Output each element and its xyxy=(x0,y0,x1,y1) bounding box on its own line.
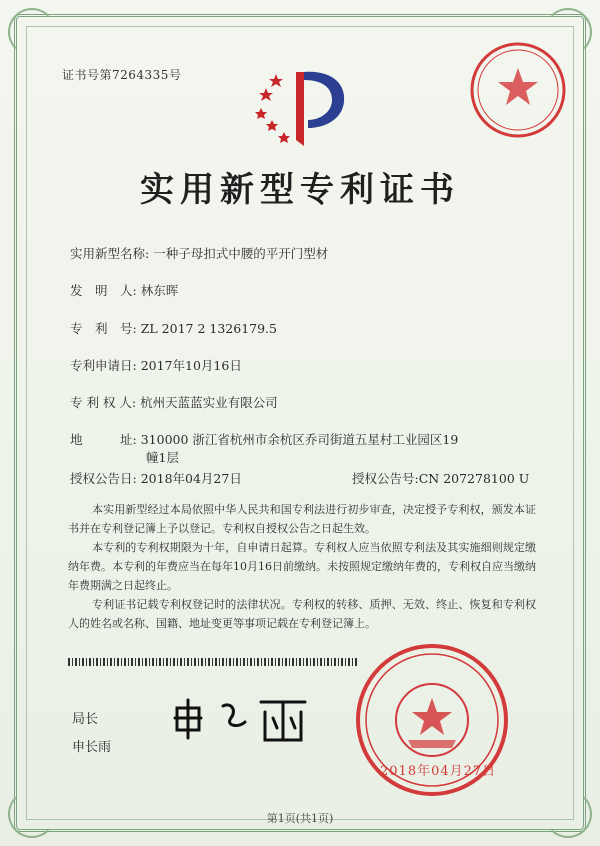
field-value: 林东晖 xyxy=(140,283,179,298)
small-seal-stamp xyxy=(468,40,568,140)
field-address xyxy=(70,430,458,448)
field-label: 实用新型名称: xyxy=(70,246,150,261)
field-label: 发 明 人: xyxy=(70,283,137,298)
corner-ornament xyxy=(8,8,56,56)
field-label: 授权公告号: xyxy=(352,471,419,486)
page-footer: 第1页(共1页) xyxy=(266,812,334,825)
field-value: ZL 2017 2 1326179.5 xyxy=(140,321,277,336)
field-value: 2018年04月27日 xyxy=(140,471,242,486)
field-model-name xyxy=(70,244,328,262)
director-name: 申长雨 xyxy=(72,740,112,755)
patent-office-logo-icon xyxy=(252,62,352,152)
director-title: 局长 xyxy=(72,712,99,727)
field-patent-number xyxy=(70,319,277,337)
field-filing-date xyxy=(70,356,242,374)
field-label: 专 利 权 人: xyxy=(70,395,137,410)
certificate-number: 证书号第7264335号 xyxy=(62,68,182,82)
field-label: 授权公告日: xyxy=(70,471,137,486)
field-label: 地 址: xyxy=(70,432,137,447)
field-grant-date xyxy=(70,469,242,487)
paragraph: 本实用新型经过本局依照中华人民共和国专利法进行初步审查，决定授予专利权，颁发本证书并在专利登记簿上予以登记。专利权自授权公告之日起生效。 xyxy=(68,503,536,535)
field-label: 专 利 号: xyxy=(70,321,137,336)
paragraph: 本专利的专利权期限为十年，自申请日起算。专利权人应当依照专利法及其实施细则规定缴纳年费。本专利的年费应当在每年10月16日前缴纳。未按照规定缴纳年费的，专利权自应当缴纳年费期满之日起终止。 xyxy=(68,541,536,592)
field-inventor xyxy=(70,281,178,299)
seal-date: 2018年04月27日 xyxy=(380,764,497,779)
paragraph: 专利证书记载专利权登记时的法律状况。专利权的转移、质押、无效、终止、恢复和专利权人的姓名或名称、国籍、地址变更等事项记载在专利登记簿上。 xyxy=(68,598,536,630)
field-grant-number xyxy=(352,469,529,487)
director-signature xyxy=(165,688,315,748)
field-value: CN 207278100 U xyxy=(418,471,530,486)
field-value: 一种子母扣式中腰的平开门型材 xyxy=(153,246,329,261)
certificate-title: 实用新型专利证书 xyxy=(140,170,460,210)
barcode xyxy=(68,658,358,666)
field-label: 专利申请日: xyxy=(70,358,137,373)
field-address-line2: 幢1层 xyxy=(146,450,179,465)
field-patentee xyxy=(70,393,278,411)
field-value: 2017年10月16日 xyxy=(140,358,242,373)
field-value: 310000 浙江省杭州市余杭区乔司街道五星村工业园区19 xyxy=(140,432,459,447)
field-value: 杭州天蓝蓝实业有限公司 xyxy=(140,395,278,410)
